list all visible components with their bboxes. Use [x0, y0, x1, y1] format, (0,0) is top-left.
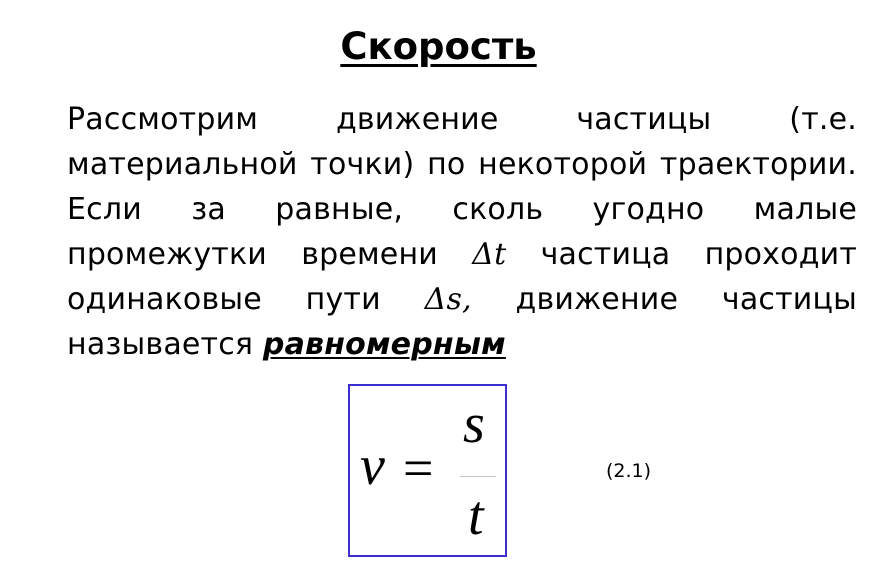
fraction-bar	[460, 476, 496, 477]
paragraph-text-3: движение частицы называется	[67, 282, 857, 362]
delta-s-symbol: Δs,	[424, 282, 472, 317]
formula-velocity-symbol: v	[360, 435, 385, 497]
formula-denominator: t	[468, 485, 484, 547]
equation-number: (2.1)	[606, 460, 652, 482]
formula-equals-sign: =	[403, 438, 434, 498]
emphasized-term: равномерным	[262, 327, 506, 362]
body-paragraph	[67, 97, 857, 367]
formula-numerator: s	[463, 393, 485, 455]
delta-t-symbol: Δt	[472, 237, 507, 272]
formula-box	[348, 384, 507, 557]
slide-title: Скорость	[340, 25, 537, 68]
paragraph-text-1: Рассмотрим движение частицы (т.е. материальной точки) по некоторой траектории. Если за равные, сколь угодно малые промежутки времени	[67, 102, 857, 272]
paragraph-text-2: частица проходит одинаковые пути	[67, 237, 858, 317]
